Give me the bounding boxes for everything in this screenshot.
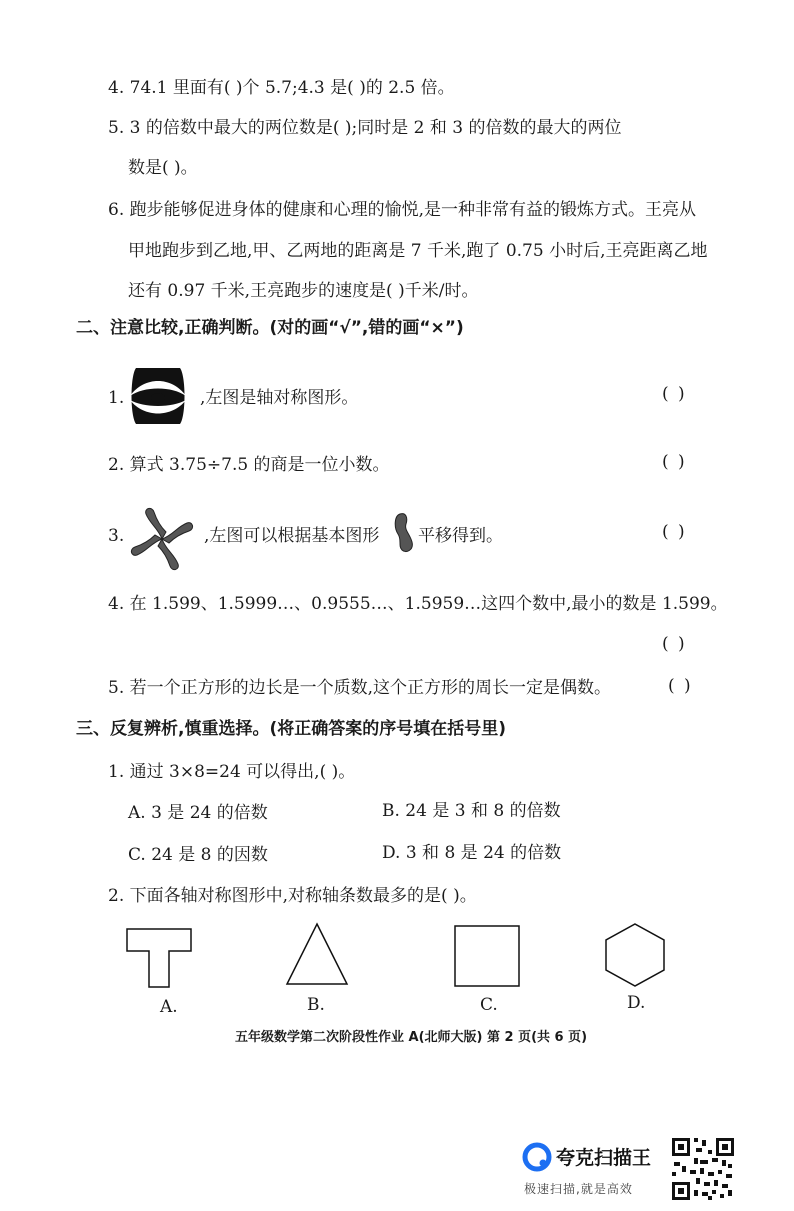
- pinwheel-figure-icon: [128, 500, 196, 578]
- section-3-heading: 三、反复辨析,慎重选择。(将正确答案的序号填在括号里): [76, 719, 506, 739]
- t-shape-icon: [126, 928, 192, 988]
- question-2-1-text: ,左图是轴对称图形。: [200, 388, 359, 408]
- question-2-5: 5. 若一个正方形的边长是一个质数,这个正方形的周长一定是偶数。: [108, 678, 612, 698]
- shape-label-c: C.: [480, 995, 498, 1015]
- qr-code-icon: [670, 1136, 736, 1202]
- question-1-6-line1: 6. 跑步能够促进身体的健康和心理的愉悦,是一种非常有益的锻炼方式。王亮从: [108, 200, 697, 220]
- answer-paren-2-2[interactable]: ( ): [662, 452, 687, 472]
- question-1-5-line1: 5. 3 的倍数中最大的两位数是( );同时是 2 和 3 的倍数的最大的两位: [108, 118, 622, 138]
- page-footer: 五年级数学第二次阶段性作业 A(北师大版) 第 2 页(共 6 页): [235, 1030, 588, 1045]
- brand-slogan: 极速扫描,就是高效: [524, 1182, 633, 1196]
- option-3-1-c: C. 24 是 8 的因数: [128, 845, 268, 865]
- option-3-1-d: D. 3 和 8 是 24 的倍数: [382, 843, 562, 863]
- question-3-1: 1. 通过 3×8=24 可以得出,( )。: [108, 762, 356, 782]
- question-2-1-number: 1.: [108, 388, 125, 408]
- question-3-2: 2. 下面各轴对称图形中,对称轴条数最多的是( )。: [108, 886, 477, 906]
- triangle-icon: [285, 922, 349, 986]
- option-3-1-a: A. 3 是 24 的倍数: [128, 803, 268, 823]
- question-1-6-line2: 甲地跑步到乙地,甲、乙两地的距离是 7 千米,跑了 0.75 小时后,王亮距离乙地: [128, 241, 708, 261]
- basic-shape-icon: [392, 512, 416, 554]
- shape-label-b: B.: [307, 995, 325, 1015]
- question-2-2: 2. 算式 3.75÷7.5 的商是一位小数。: [108, 455, 390, 475]
- shape-label-d: D.: [627, 993, 646, 1013]
- answer-paren-2-5[interactable]: ( ): [668, 676, 693, 696]
- question-2-3-text-b: 平移得到。: [418, 526, 503, 546]
- answer-paren-2-3[interactable]: ( ): [662, 522, 687, 542]
- question-1-5-line2: 数是( )。: [128, 158, 198, 178]
- question-2-3-number: 3.: [108, 526, 125, 546]
- question-1-4: 4. 74.1 里面有( )个 5.7;4.3 是( )的 2.5 倍。: [108, 78, 455, 98]
- question-2-4: 4. 在 1.599、1.5999…、0.9555…、1.5959…这四个数中,最小的数是 1.599。: [108, 594, 728, 614]
- brand-name: 夸克扫描王: [556, 1147, 652, 1169]
- hexagon-icon: [604, 922, 666, 988]
- shape-label-a: A.: [160, 997, 178, 1017]
- question-1-6-line3: 还有 0.97 千米,王亮跑步的速度是( )千米/时。: [128, 281, 479, 301]
- question-2-3-text-a: ,左图可以根据基本图形: [204, 526, 380, 546]
- option-3-1-b: B. 24 是 3 和 8 的倍数: [382, 801, 561, 821]
- answer-paren-2-4[interactable]: ( ): [662, 634, 687, 654]
- quark-logo-icon: [522, 1142, 552, 1172]
- answer-paren-2-1[interactable]: ( ): [662, 384, 687, 404]
- square-icon: [454, 925, 520, 987]
- section-2-heading: 二、注意比较,正确判断。(对的画“√”,错的画“×”): [76, 318, 464, 338]
- symmetric-figure-icon: [128, 362, 188, 430]
